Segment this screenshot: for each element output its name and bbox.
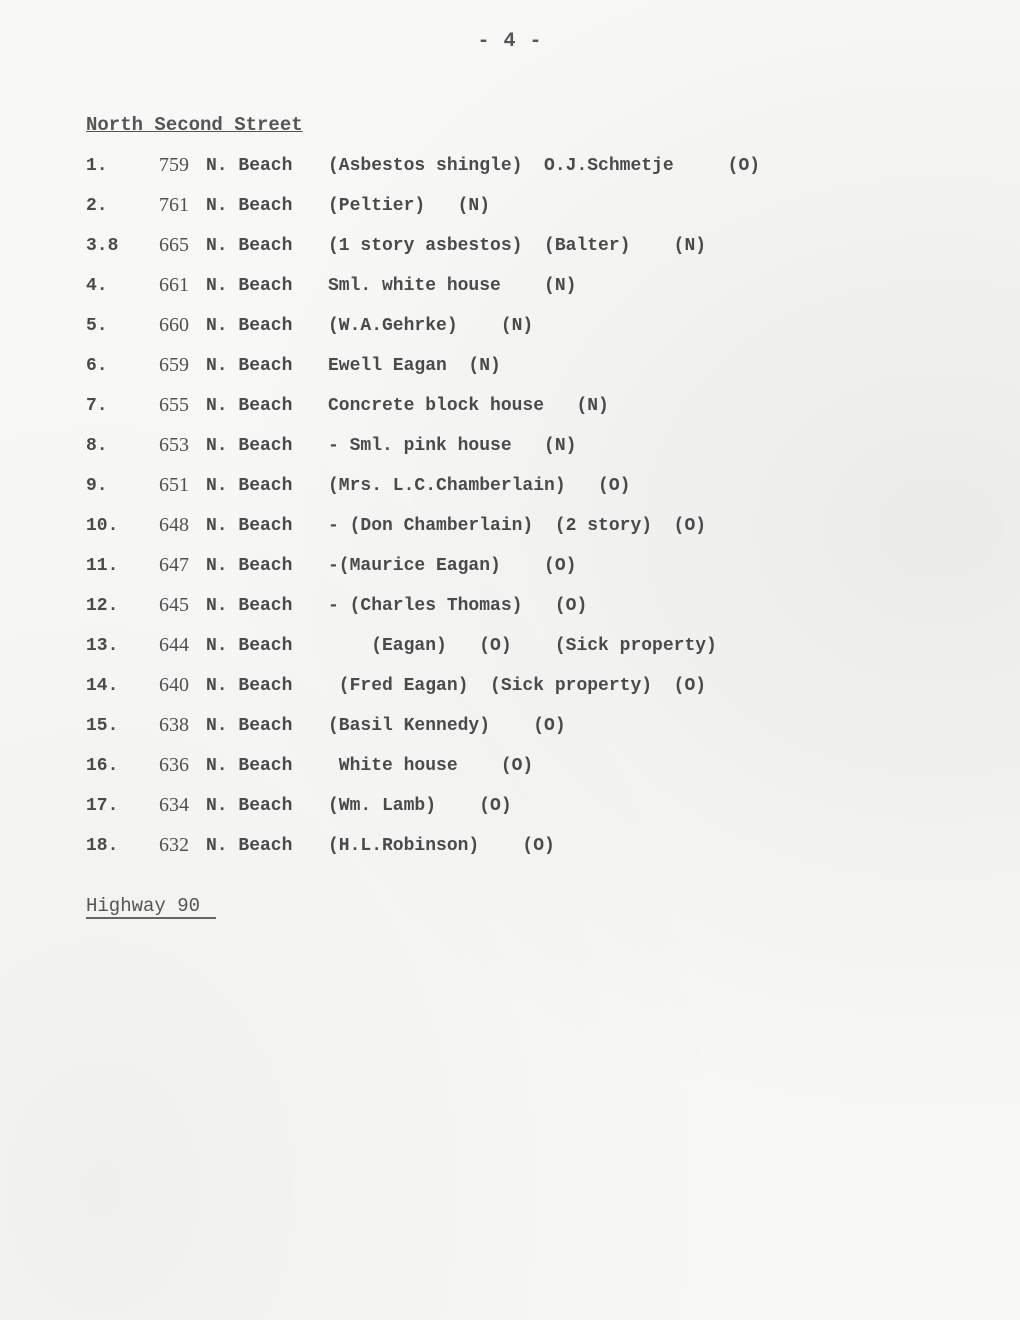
entry-address-number: 644 [159, 634, 189, 656]
entry-description: - (Don Chamberlain) (2 story) (O) [328, 516, 707, 536]
entry-description: -(Maurice Eagan) (O) [328, 556, 577, 576]
entry-street: N. Beach [206, 436, 293, 456]
entry-address-number: 634 [159, 794, 189, 816]
entry-address-number: 661 [159, 274, 189, 296]
entry-number: 14. [86, 676, 119, 696]
entry-address-number: 653 [159, 434, 189, 456]
entry-description: (Basil Kennedy) (O) [328, 716, 566, 736]
entry-street: N. Beach [206, 236, 293, 256]
entry-number: 7. [86, 396, 108, 416]
entry-street: N. Beach [206, 636, 293, 656]
entry-description: (Mrs. L.C.Chamberlain) (O) [328, 476, 631, 496]
entry-description: (Fred Eagan) (Sick property) (O) [328, 676, 707, 696]
entry-number: 9. [86, 476, 108, 496]
entry-street: N. Beach [206, 316, 293, 336]
entry-address-number: 638 [159, 714, 189, 736]
entry-number: 2. [86, 196, 108, 216]
entry-street: N. Beach [206, 516, 293, 536]
entry-street: N. Beach [206, 796, 293, 816]
entry-description: (H.L.Robinson) (O) [328, 836, 555, 856]
entry-address-number: 759 [159, 154, 189, 176]
entry-address-number: 632 [159, 834, 189, 856]
entry-description: Concrete block house (N) [328, 396, 609, 416]
entry-address-number: 640 [159, 674, 189, 696]
entry-street: N. Beach [206, 836, 293, 856]
entry-street: N. Beach [206, 156, 293, 176]
entry-address-number: 636 [159, 754, 189, 776]
entry-description: Sml. white house (N) [328, 276, 577, 296]
entry-street: N. Beach [206, 596, 293, 616]
entry-description: - Sml. pink house (N) [328, 436, 577, 456]
entry-description: Ewell Eagan (N) [328, 356, 501, 376]
entry-number: 1. [86, 156, 108, 176]
section-heading-north-second-street: North Second Street [86, 114, 303, 136]
entry-address-number: 665 [159, 234, 189, 256]
entry-description: (Wm. Lamb) (O) [328, 796, 512, 816]
entry-number: 13. [86, 636, 119, 656]
entry-number: 4. [86, 276, 108, 296]
entry-number: 5. [86, 316, 108, 336]
entry-number: 18. [86, 836, 119, 856]
entry-number: 15. [86, 716, 119, 736]
entry-description: - (Charles Thomas) (O) [328, 596, 588, 616]
entry-description: (Peltier) (N) [328, 196, 491, 216]
entry-street: N. Beach [206, 196, 293, 216]
entry-street: N. Beach [206, 476, 293, 496]
entry-description: (Asbestos shingle) O.J.Schmetje (O) [328, 156, 761, 176]
entry-street: N. Beach [206, 756, 293, 776]
entry-address-number: 655 [159, 394, 189, 416]
entry-description: White house (O) [328, 756, 534, 776]
entry-number: 6. [86, 356, 108, 376]
entry-street: N. Beach [206, 276, 293, 296]
entry-number: 17. [86, 796, 119, 816]
entry-address-number: 645 [159, 594, 189, 616]
entry-address-number: 647 [159, 554, 189, 576]
entry-number: 12. [86, 596, 119, 616]
entry-address-number: 651 [159, 474, 189, 496]
entry-address-number: 659 [159, 354, 189, 376]
entry-street: N. Beach [206, 716, 293, 736]
entry-street: N. Beach [206, 396, 293, 416]
entry-address-number: 660 [159, 314, 189, 336]
entry-street: N. Beach [206, 676, 293, 696]
entry-number: 11. [86, 556, 119, 576]
entry-street: N. Beach [206, 356, 293, 376]
entry-description: (W.A.Gehrke) (N) [328, 316, 534, 336]
entry-description: (1 story asbestos) (Balter) (N) [328, 236, 707, 256]
entry-number: 3.8 [86, 236, 119, 256]
section-heading-highway-90: Highway 90 [86, 895, 216, 919]
entry-address-number: 761 [159, 194, 189, 216]
entry-street: N. Beach [206, 556, 293, 576]
entry-number: 10. [86, 516, 119, 536]
entry-number: 8. [86, 436, 108, 456]
entry-number: 16. [86, 756, 119, 776]
entry-description: (Eagan) (O) (Sick property) [328, 636, 717, 656]
page-number: - 4 - [477, 30, 543, 53]
entry-address-number: 648 [159, 514, 189, 536]
